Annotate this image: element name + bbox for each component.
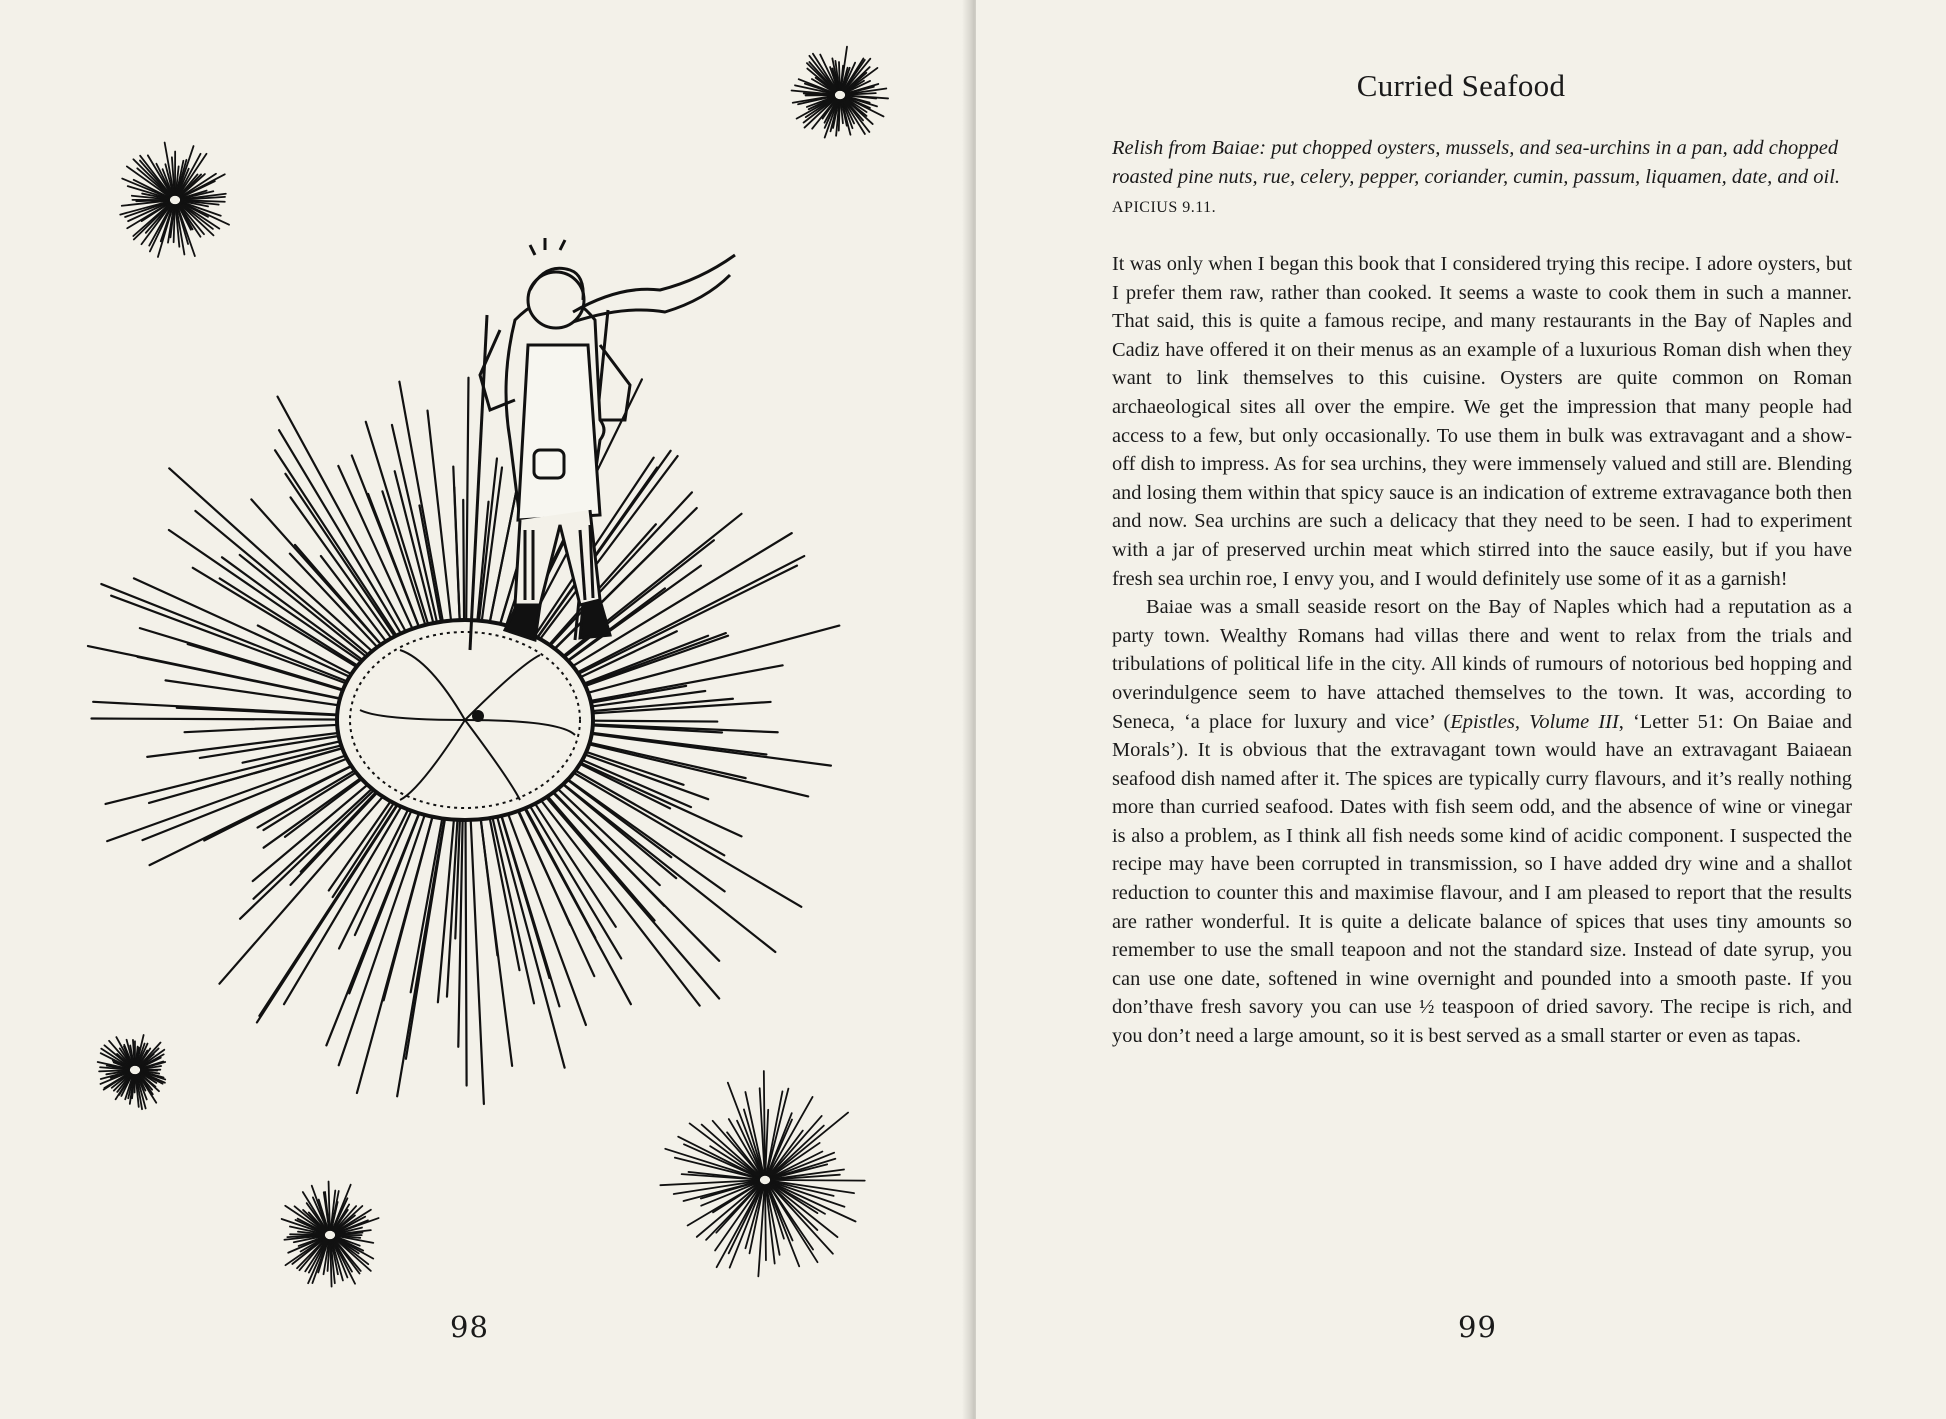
urchin-spine xyxy=(91,719,355,720)
urchin-spine xyxy=(111,596,361,689)
urchin-spine xyxy=(771,1180,865,1181)
paragraph-2 xyxy=(1112,593,1852,1051)
recipe-title: Curried Seafood xyxy=(1356,68,1566,103)
paragraph-2-italic: Epistles, Volume III xyxy=(1450,710,1619,733)
urchin-spine xyxy=(506,807,586,1025)
urchin-spine xyxy=(254,780,381,898)
small-urchin xyxy=(792,47,889,138)
page-number-left: 98 xyxy=(450,1310,489,1344)
urchin-spine xyxy=(284,799,406,1004)
urchin-spine xyxy=(285,474,400,645)
urchin-spine xyxy=(553,776,775,952)
urchin-spine xyxy=(185,724,356,732)
epigraph-source: APICIUS 9.11. xyxy=(1112,199,1217,216)
left-page xyxy=(0,0,968,1419)
urchin-spine xyxy=(574,731,766,755)
paragraph-1: It was only when I began this book that I considered trying this recipe. I adore oysters, but I prefer them raw, rather than cooked. It seems a waste to cook them in such a manner. That said, this is quite a famous recipe, and many restaurants in the Bay of Naples and Cadiz have offered it on their menus as an example of a luxurious Roman dish when they want to link themselves to this cuisine. Oysters are quite common on Roman archaeological sites all over the empire. We get the impression that many people had access to a few, but only occasionally. To use them in bulk was extravagant and a show-off dish to impress. As for sea urchins, they were immensely valued and still are. Blending and losing them within that spicy sauce is an indication of extreme extravagance both then and now. Sea urchins are such a delicacy that they need to be seen. I had to experiment with a jar of preserved urchin meat which stirred into the sauce easily, but if you have fresh sea urchin roe, I envy you, and I would definitely use some of it as a garnish! xyxy=(1112,253,1852,590)
urchin-spine xyxy=(465,813,466,1085)
paragraph-2-part-a: Baiae was a small seaside resort on the Bay of Naples which had a reputation as a party town. Wealthy Romans had villas there and went to relax from the trials and tribulations of political life in the city. All kinds of rumours of notorious bed hopping and overindulgence seem to have attached themselves to the town. It was, according to Seneca, ‘a place for luxury and vice’ ( xyxy=(1112,596,1852,733)
paragraph-2-part-b: , ‘Letter 51: On Baiae and Morals’). It is obvious that the extravagant town would have an extravagant Baiaean seafood dish named after it. The spices are typically curry flavours, and it’s really nothing more than curried seafood. Dates with fish seem odd, and the absence of wine or vinegar is also a problem, as I think all fish needs some kind of acidic component. I suspected the recipe may have been corrupted in transmission, so I have added dry wine and a shallot reduction to counter this and maximise flavour, and I am pleased to report that the results are rather wonderful. It is quite a delicate balance of spices that uses tiny amounts so remember to use the small teapoon and not the standard size. Instead of date syrup, you can use one date, softened in wine overnight and pounded into a smooth paste. If you don’thave fresh savory you can use ½ teaspoon of dried savory. The recipe is rich, and you don’t need a large amount, so it is best served as a small starter or even as tapas. xyxy=(1112,710,1852,1048)
urchin-spine xyxy=(107,750,361,841)
urchin-test xyxy=(337,620,593,820)
urchin-spine xyxy=(134,578,364,683)
small-urchin xyxy=(98,1035,166,1109)
urchin-spine xyxy=(339,808,427,1065)
urchin-spine xyxy=(764,1071,765,1175)
urchin-spine xyxy=(222,557,374,668)
small-urchin xyxy=(282,1181,379,1286)
urchin-spine xyxy=(453,467,460,627)
urchin-spine xyxy=(150,759,366,865)
urchin-spine xyxy=(770,1182,855,1221)
urchin-spine xyxy=(575,721,717,722)
urchin-spine xyxy=(839,62,840,90)
sea-urchin-illustration xyxy=(0,0,968,1300)
urchin-spine xyxy=(99,1070,129,1071)
urchin-spine xyxy=(466,378,468,627)
urchin-spine xyxy=(463,500,464,627)
urchin-spine xyxy=(515,803,595,976)
epigraph xyxy=(1112,134,1852,222)
urchin-spine xyxy=(470,813,483,1104)
right-page xyxy=(976,0,1946,1419)
urchin-spine xyxy=(573,665,782,704)
small-urchin xyxy=(660,1071,864,1276)
small-urchin xyxy=(120,143,229,257)
page-number-right: 99 xyxy=(1458,1310,1497,1344)
urchin-spine xyxy=(525,798,621,958)
epigraph-text: Relish from Baiae: put chopped oysters, mussels, and sea-urchins in a pan, add chopped roasted pine nuts, rue, celery, pepper, coriander, cumin, passum, liquamen, date, and oil. xyxy=(1112,137,1841,188)
urchin-spine xyxy=(539,789,719,998)
urchin-spine xyxy=(765,1185,766,1260)
urchin-spine xyxy=(352,456,422,635)
body-text xyxy=(1112,250,1852,1051)
urchin-spine xyxy=(93,702,355,716)
urchin-spine xyxy=(240,782,383,919)
